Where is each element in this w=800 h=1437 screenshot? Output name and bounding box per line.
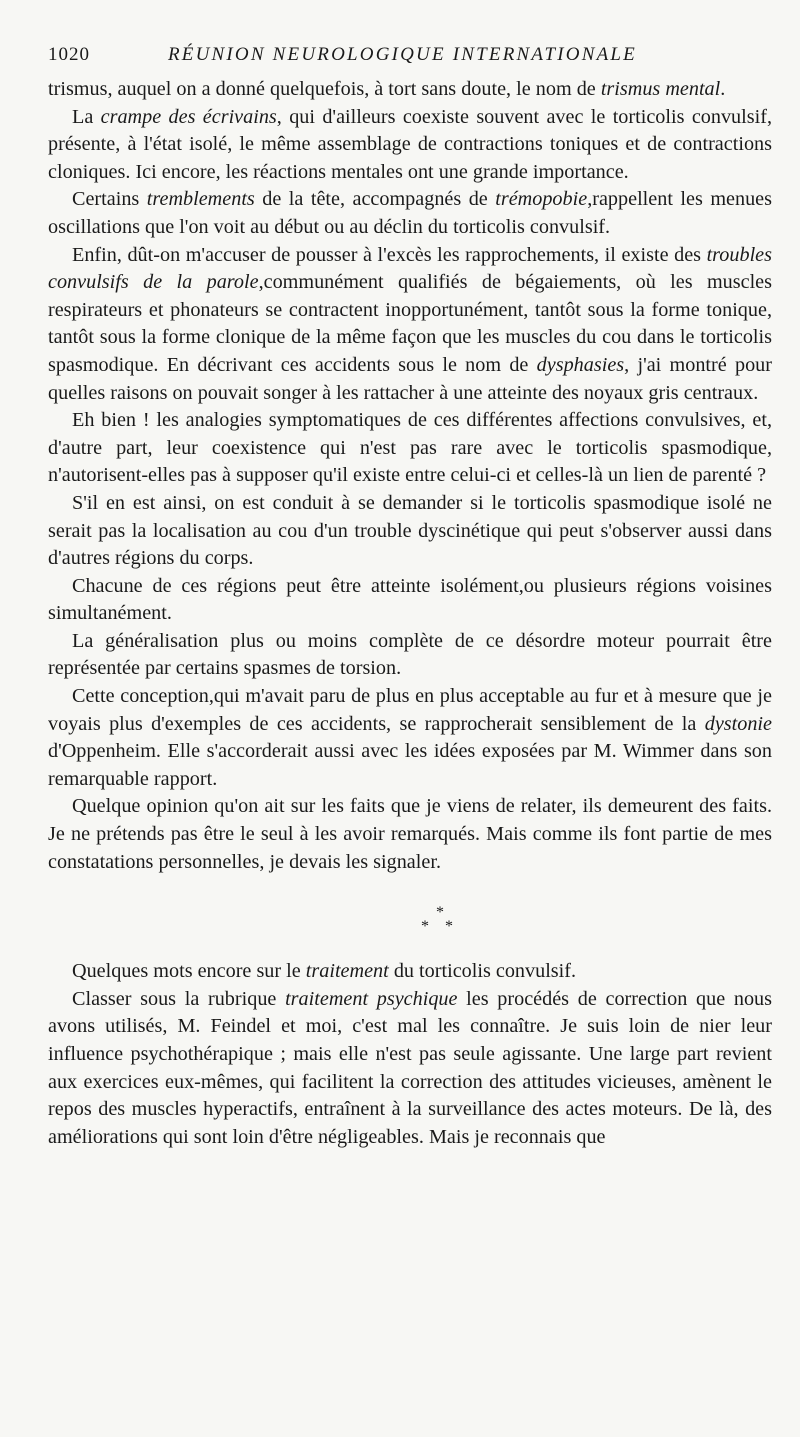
italic-run: traitement xyxy=(305,960,389,983)
text-run: de la tête, accompagnés de xyxy=(254,188,496,211)
text-run: Enfin, dût-on m'accuser de pousser à l'excès les rapprochements, il existe des xyxy=(72,243,707,266)
italic-run: traitement psychique xyxy=(285,987,458,1010)
page xyxy=(48,36,772,1151)
paragraph xyxy=(48,490,772,573)
body-text xyxy=(48,76,772,1151)
text-run: . xyxy=(720,78,726,100)
text-run: Chacune de ces régions peut être atteinte isolément,ou plusieurs régions voisines simultanément. xyxy=(48,574,772,625)
text-run: La généralisation plus ou moins complète de ce désordre moteur pourrait être représentée par certains spasmes de torsion. xyxy=(48,629,772,680)
separator-asterisks-bottom: * * xyxy=(421,918,459,936)
text-run: , j'ai montré pour quelles raisons on pouvait songer à les rattacher à une atteinte des noyaux gris centraux. xyxy=(48,353,772,404)
paragraph xyxy=(48,186,772,241)
text-run: trismus, auquel on a donné quelquefois, à tort sans doute, le nom de xyxy=(48,78,601,100)
text-run: Certains xyxy=(72,188,147,211)
paragraph xyxy=(48,104,772,187)
paragraph xyxy=(48,986,772,1152)
running-title: RÉUNION NEUROLOGIQUE INTERNATIONALE xyxy=(168,44,637,65)
paragraph xyxy=(48,683,772,793)
separator-asterisk-top: * xyxy=(436,904,444,922)
italic-run: tremblements xyxy=(146,188,255,211)
italic-run: dysphasies xyxy=(536,353,625,376)
paragraph xyxy=(48,573,772,628)
text-run: , qui d'ailleurs coexiste souvent avec le torticolis convulsif, présente, à l'état isolé, le même assemblage de contractions toniques et de contractions cloniques. Ici encore, les réactions mentales ont une grande importance. xyxy=(48,105,772,183)
italic-run: trismus mental xyxy=(600,78,721,100)
paragraph xyxy=(48,242,772,408)
page-header xyxy=(48,36,772,76)
text-run: S'il en est ainsi, on est conduit à se demander si le torticolis spasmodique isolé ne serait pas la localisation au cou d'un trouble dyscinétique qui peut s'observer aussi dans d'autres régions du corps. xyxy=(48,491,772,570)
italic-run: troubles convulsifs de la parole xyxy=(48,243,772,294)
text-run: ,communément qualifiés de bégaiements, où les muscles respirateurs et phonateurs se contractent inopportunément, tantôt sous la forme tonique, tantôt sous la forme clonique de la même façon que les muscles du cou dans le torticolis spasmodique. En décrivant ces accidents sous le nom de xyxy=(48,271,772,376)
section-separator xyxy=(48,906,772,934)
paragraph xyxy=(48,628,772,683)
text-run: La xyxy=(72,105,101,128)
text-run: Cette conception,qui m'avait paru de plus en plus acceptable au fur et à mesure que je voyais plus d'exemples de ces accidents, se rapprocherait sensiblement de la xyxy=(48,685,772,735)
italic-run: crampe des écrivains xyxy=(100,105,277,128)
text-run: Quelque opinion qu'on ait sur les faits que je viens de relater, ils demeurent des faits. Je ne prétends pas être le seul à les avoir remarqués. Mais comme ils font partie de mes constatations personnelles, je devais les signaler. xyxy=(48,795,772,873)
paragraph xyxy=(48,407,772,490)
paragraph xyxy=(48,958,772,986)
italic-run: dystonie xyxy=(704,712,772,735)
text-run: du torticolis convulsif. xyxy=(388,960,577,983)
text-run: ,rappellent les menues oscillations que l'on voit au début ou au déclin du torticolis convulsif. xyxy=(48,188,772,238)
paragraph xyxy=(48,76,772,104)
italic-run: trémopobie xyxy=(495,188,588,211)
text-run: Classer sous la rubrique xyxy=(72,987,286,1010)
text-run: d'Oppenheim. Elle s'accorderait aussi avec les idées exposées par M. Wimmer dans son remarquable rapport. xyxy=(48,740,772,790)
paragraph xyxy=(48,793,772,876)
text-run: les procédés de correction que nous avons utilisés, M. Feindel et moi, c'est mal les connaître. Je suis loin de nier leur influence psychothérapique ; mais elle n'est pas seule agissante. Une large part revient aux exercices eux-mêmes, qui facilitent la correction des attitudes vicieuses, amènent le repos des muscles hyperactifs, entraînent à la surveillance des actes moteurs. De là, des améliorations qui sont loin d'être négligeables. Mais je reconnais que xyxy=(48,987,772,1148)
text-run: Eh bien ! les analogies symptomatiques de ces différentes affections convulsives, et, d'autre part, leur coexistence qui n'est pas rare avec le torticolis spasmodique, n'autorisent-elles pas à supposer qu'il existe entre celui-ci et celles-là un lien de parenté ? xyxy=(48,409,772,487)
page-number: 1020 xyxy=(48,44,90,65)
text-run: Quelques mots encore sur le xyxy=(72,960,306,983)
